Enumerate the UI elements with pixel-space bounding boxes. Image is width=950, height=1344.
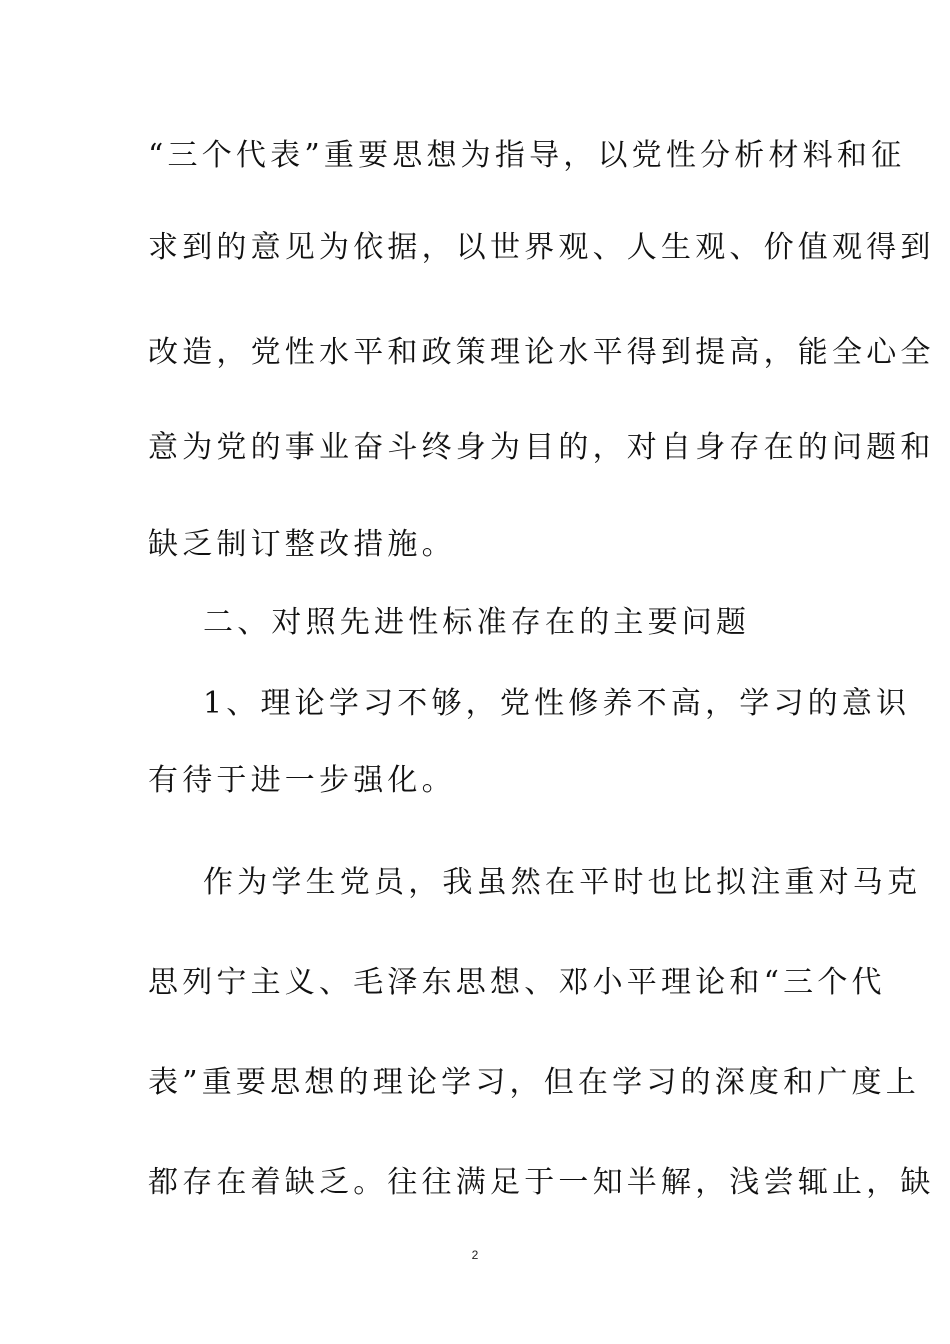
paragraph-start: 作为学生党员，我虽然在平时也比拟注重对马克 [203,865,922,900]
text-line: 都存在着缺乏。往往满足于一知半解，浅尝辄止，缺 [148,1165,935,1200]
text-line: “三个代表”重要思想为指导，以党性分析材料和征 [148,138,906,173]
text-line: 有待于进一步强化。 [148,763,456,798]
text-line: 表”重要思想的理论学习，但在学习的深度和广度上 [148,1065,920,1100]
text-line: 缺乏制订整改措施。 [148,527,456,562]
page-number: 2 [471,1248,479,1262]
text-line: 意为党的事业奋斗终身为目的，对自身存在的问题和 [148,430,935,465]
section-heading: 二、对照先进性标准存在的主要问题 [203,605,751,640]
subsection-heading: 1、理论学习不够，党性修养不高，学习的意识 [203,686,911,721]
text-line: 求到的意见为依据，以世界观、人生观、价值观得到 [148,230,935,265]
text-line: 改造，党性水平和政策理论水平得到提高，能全心全 [148,335,935,370]
text-line: 思列宁主义、毛泽东思想、邓小平理论和“三个代 [148,965,886,1000]
